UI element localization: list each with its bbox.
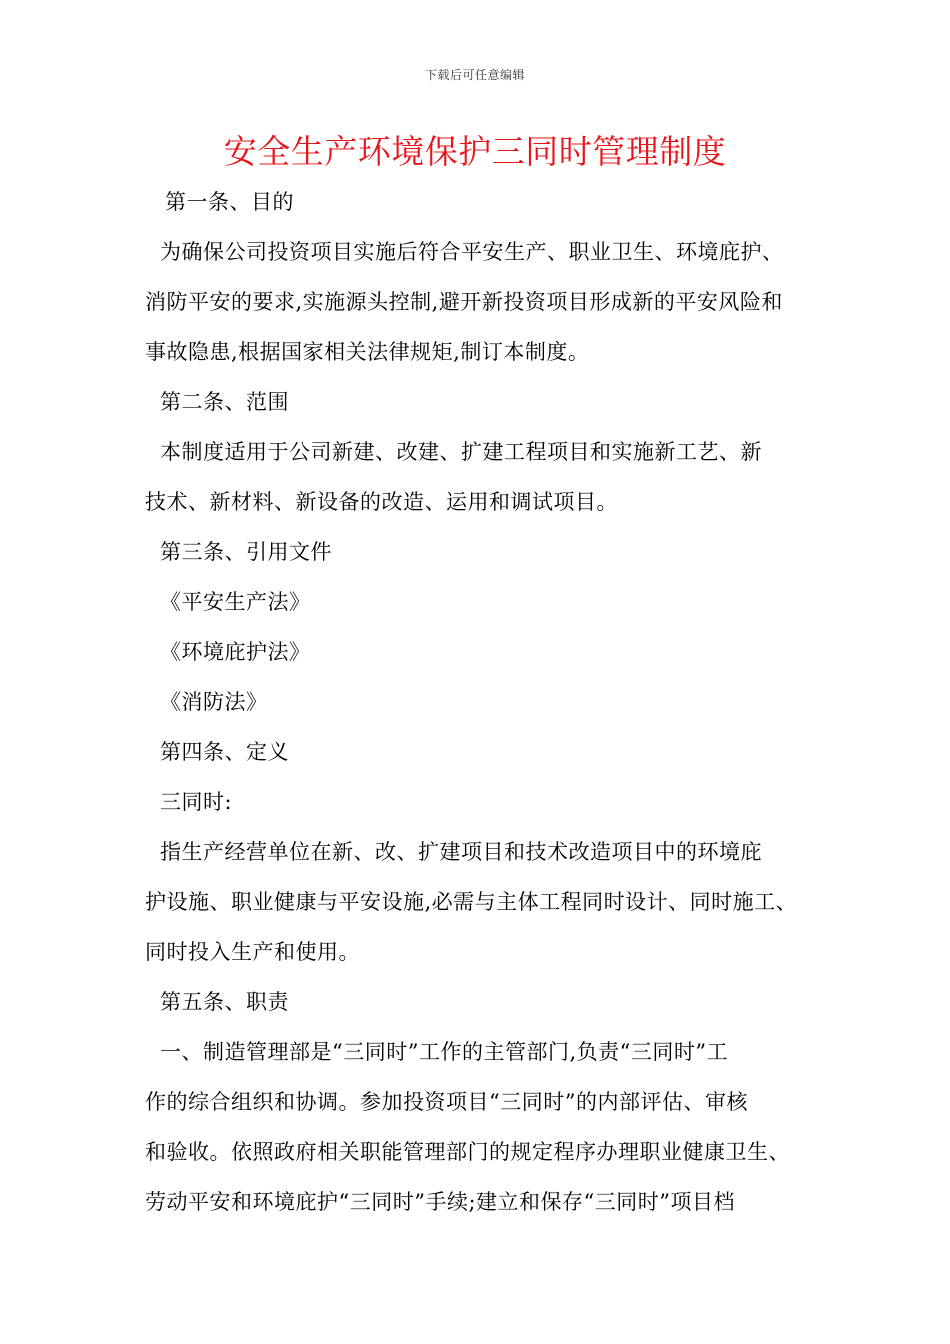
document-body bbox=[145, 177, 817, 1227]
paragraph-line: 消防平安的要求,实施源头控制,避开新投资项目形成新的平安风险和 bbox=[145, 290, 783, 314]
paragraph-line: 和验收。依照政府相关职能管理部门的规定程序办理职业健康卫生、 bbox=[145, 1140, 790, 1164]
document-title: 安全生产环境保护三同时管理制度 bbox=[223, 132, 727, 171]
paragraph-line: 指生产经营单位在新、改、扩建项目和技术改造项目中的环境庇 bbox=[160, 840, 762, 864]
article-2-heading: 第二条、范围 bbox=[160, 390, 289, 414]
article-3-heading: 第三条、引用文件 bbox=[160, 540, 332, 564]
paragraph-line: 一、制造管理部是“三同时”工作的主管部门,负责“三同时”工 bbox=[160, 1040, 729, 1064]
paragraph-line: 技术、新材料、新设备的改造、运用和调试项目。 bbox=[145, 490, 618, 514]
paragraph-line: 本制度适用于公司新建、改建、扩建工程项目和实施新工艺、新 bbox=[160, 440, 762, 464]
header-note: 下载后可任意编辑 bbox=[424, 68, 525, 82]
article-5-heading: 第五条、职责 bbox=[160, 990, 289, 1014]
reference-item: 《消防法》 bbox=[160, 690, 268, 714]
definition-term: 三同时: bbox=[160, 790, 233, 814]
reference-item: 《环境庇护法》 bbox=[160, 640, 311, 664]
paragraph-line: 事故隐患,根据国家相关法律规矩,制订本制度。 bbox=[145, 340, 590, 364]
paragraph-line: 劳动平安和环境庇护“三同时”手续;建立和保存“三同时”项目档 bbox=[145, 1190, 736, 1214]
paragraph-line: 护设施、职业健康与平安设施,必需与主体工程同时设计、同时施工、 bbox=[145, 890, 798, 914]
paragraph-line: 作的综合组织和协调。参加投资项目“三同时”的内部评估、审核 bbox=[145, 1090, 748, 1114]
paragraph-line: 为确保公司投资项目实施后符合平安生产、职业卫生、环境庇护、 bbox=[160, 240, 784, 264]
article-4-heading: 第四条、定义 bbox=[160, 740, 289, 764]
article-1-heading: 第一条、目的 bbox=[165, 190, 294, 214]
paragraph-line: 同时投入生产和使用。 bbox=[145, 940, 360, 964]
reference-item: 《平安生产法》 bbox=[160, 590, 311, 614]
